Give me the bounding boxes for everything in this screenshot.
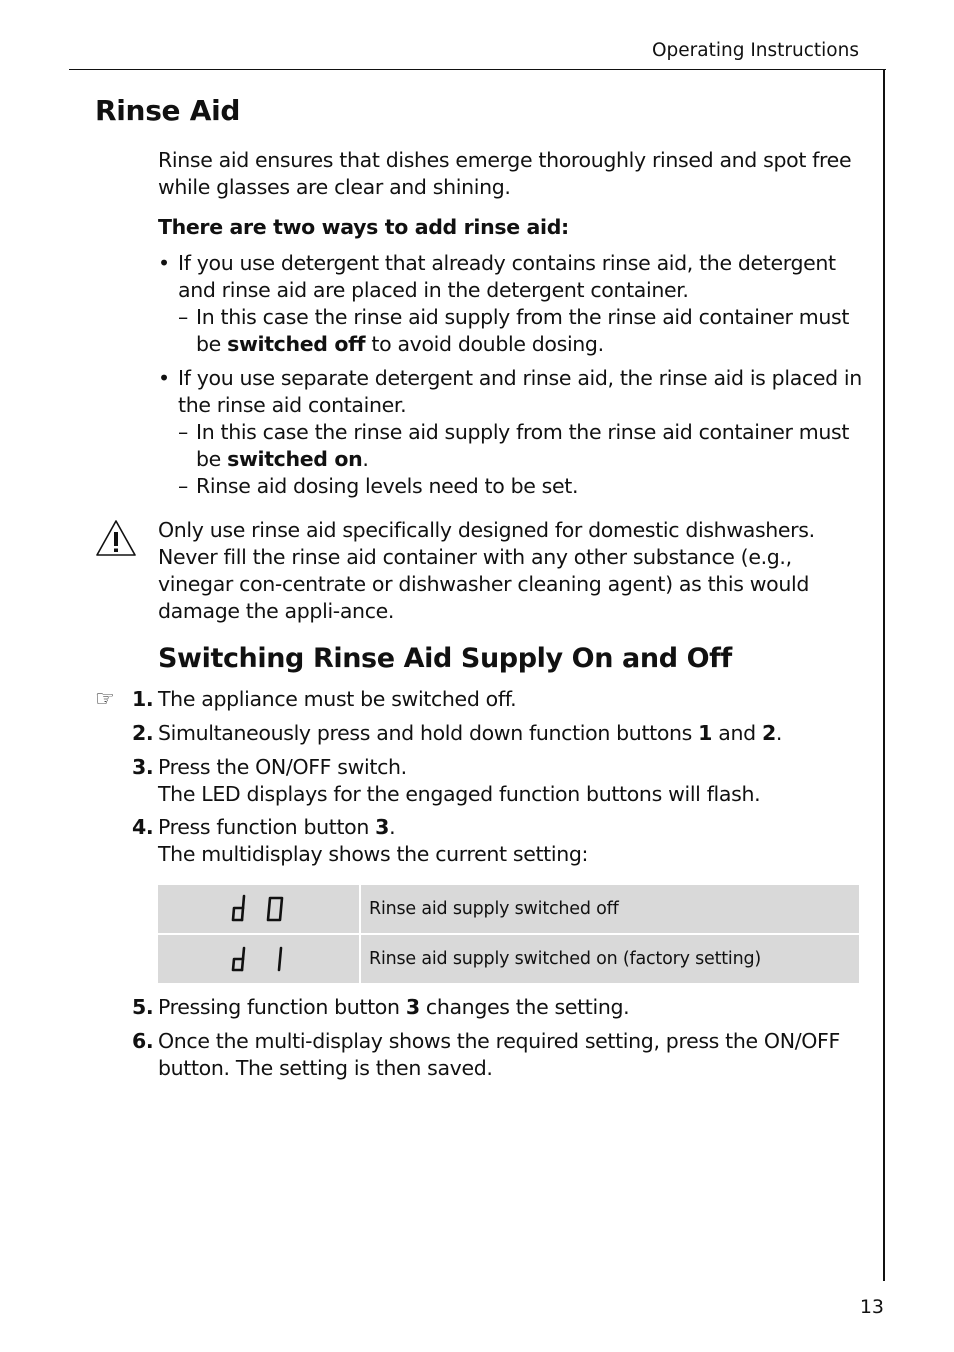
bullet-text: If you use detergent that already contains rinse aid, the detergent and rinse aid are placed in the detergent container. xyxy=(178,251,836,302)
bullet-text: If you use separate detergent and rinse aid, the rinse aid is placed in the rinse aid container. xyxy=(178,366,862,417)
step-4 xyxy=(132,814,862,868)
ways-heading: There are two ways to add rinse aid: xyxy=(158,215,569,239)
emphasis-switched-off: switched off xyxy=(227,332,366,356)
setting-description: Rinse aid supply switched on (factory setting) xyxy=(361,935,859,983)
dash-item: – In this case the rinse aid supply from the rinse aid container must be switched on. xyxy=(178,420,850,471)
dash-item: – In this case the rinse aid supply from the rinse aid container must be switched off to avoid double dosing. xyxy=(178,305,850,356)
setting-description: Rinse aid supply switched off xyxy=(361,885,859,933)
step-2 xyxy=(132,720,862,747)
rinse-aid-intro: Rinse aid ensures that dishes emerge thoroughly rinsed and spot free while glasses are clear and shining. xyxy=(158,148,852,199)
warning-triangle-icon xyxy=(95,519,137,557)
warning-text: Only use rinse aid specifically designed for domestic dishwashers. Never fill the rinse aid container with any other substance (e.g., vinegar con-centrate or dishwasher cleaning agent) as this would damage the appli-ance. xyxy=(158,518,815,623)
bullet-dot: • xyxy=(158,366,170,390)
step-text: Pressing function button 3 changes the setting. xyxy=(158,995,630,1019)
margin-rule xyxy=(883,69,885,1281)
step-number: 6. xyxy=(132,1029,154,1053)
bullet-item-2 xyxy=(158,365,863,500)
switching-heading: Switching Rinse Aid Supply On and Off xyxy=(158,643,732,674)
step-text: Press the ON/OFF switch. The LED displays for the engaged function buttons will flash. xyxy=(158,755,761,806)
step-1 xyxy=(132,686,862,713)
step-number: 2. xyxy=(132,721,154,745)
display-code-cell xyxy=(158,885,359,933)
seven-segment-code-d0 xyxy=(230,892,290,926)
rinse-aid-heading: Rinse Aid xyxy=(95,94,241,127)
pointing-hand-icon: ☞ xyxy=(95,687,115,712)
step-number: 1. xyxy=(132,687,154,711)
step-3 xyxy=(132,754,862,808)
seven-segment-code-d1 xyxy=(230,942,290,976)
header-rule xyxy=(69,69,886,70)
settings-table xyxy=(158,885,859,985)
step-5 xyxy=(132,994,862,1021)
bullet-item-1 xyxy=(158,250,863,358)
step-text: The appliance must be switched off. xyxy=(158,687,517,711)
settings-row-off xyxy=(158,885,859,933)
settings-row-on xyxy=(158,935,859,983)
step-text: Press function button 3. The multidisplay shows the current setting: xyxy=(158,815,589,866)
step-number: 5. xyxy=(132,995,154,1019)
step-number: 4. xyxy=(132,815,154,839)
step-text: Simultaneously press and hold down function buttons 1 and 2. xyxy=(158,721,783,745)
step-number: 3. xyxy=(132,755,154,779)
emphasis-switched-on: switched on xyxy=(227,447,363,471)
display-code-cell xyxy=(158,935,359,983)
dash-item: – Rinse aid dosing levels need to be set. xyxy=(178,474,579,498)
step-6 xyxy=(132,1028,862,1082)
step-text: Once the multi-display shows the required setting, press the ON/OFF button. The setting is then saved. xyxy=(158,1029,840,1080)
page-number: 13 xyxy=(859,1296,884,1318)
header-section-title: Operating Instructions xyxy=(651,40,859,61)
bullet-dot: • xyxy=(158,251,170,275)
